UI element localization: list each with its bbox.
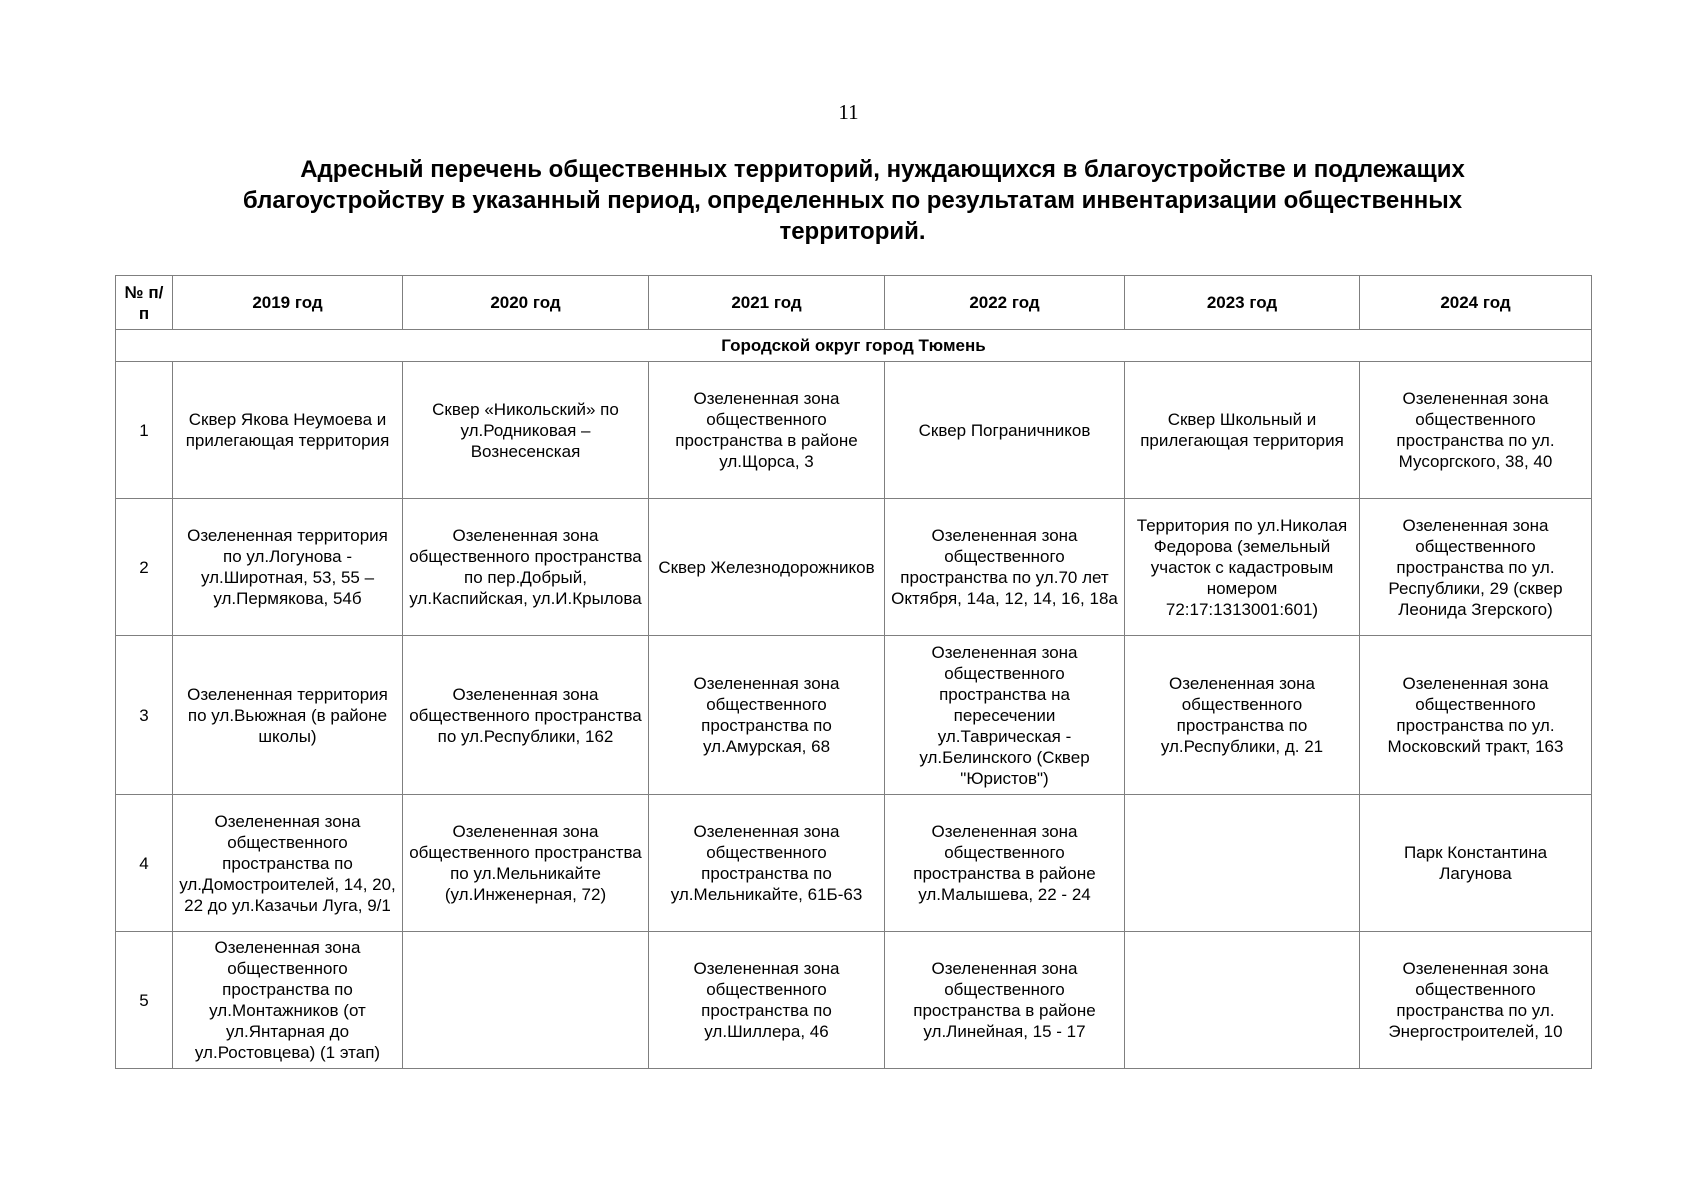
- row-number: 4: [116, 795, 173, 932]
- table-cell: Озелененная зона общественного пространства по ул.Мельникайте, 61Б-63: [649, 795, 885, 932]
- header-number: № п/п: [116, 276, 173, 330]
- row-number: 3: [116, 636, 173, 795]
- header-2023: 2023 год: [1125, 276, 1360, 330]
- header-2024: 2024 год: [1360, 276, 1592, 330]
- table-cell: Озелененная зона общественного пространства по ул.Амурская, 68: [649, 636, 885, 795]
- table-cell: Озелененная зона общественного пространства по ул.70 лет Октября, 14а, 12, 14, 16, 18а: [885, 499, 1125, 636]
- table-cell: Озелененная зона общественного пространства по пер.Добрый, ул.Каспийская, ул.И.Крылова: [403, 499, 649, 636]
- table-cell: Озелененная зона общественного пространства по ул.Мельникайте (ул.Инженерная, 72): [403, 795, 649, 932]
- table-cell: [1125, 932, 1360, 1069]
- table-cell: Озелененная зона общественного пространства по ул. Республики, 29 (сквер Леонида Згерского): [1360, 499, 1592, 636]
- table-row: [116, 636, 1592, 795]
- header-2021: 2021 год: [649, 276, 885, 330]
- row-number: 2: [116, 499, 173, 636]
- table-cell: Озелененная зона общественного пространства на пересечении ул.Таврическая - ул.Белинского (Сквер "Юристов"): [885, 636, 1125, 795]
- table-cell: Сквер Школьный и прилегающая территория: [1125, 362, 1360, 499]
- table-row: [116, 932, 1592, 1069]
- header-row: [116, 276, 1592, 330]
- table-cell: Озелененная зона общественного пространства в районе ул.Щорса, 3: [649, 362, 885, 499]
- table-row: [116, 362, 1592, 499]
- table-cell: Озелененная зона общественного пространства по ул.Республики, д. 21: [1125, 636, 1360, 795]
- table-cell: Озелененная территория по ул.Вьюжная (в районе школы): [173, 636, 403, 795]
- table-cell: [1125, 795, 1360, 932]
- territories-table: [115, 275, 1592, 1069]
- table-cell: Озелененная зона общественного пространства по ул.Шиллера, 46: [649, 932, 885, 1069]
- section-row: [116, 330, 1592, 362]
- table-cell: Территория по ул.Николая Федорова (земельный участок с кадастровым номером 72:17:1313001:601): [1125, 499, 1360, 636]
- table-cell: Озелененная зона общественного пространства по ул.Монтажников (от ул.Янтарная до ул.Ростовцева) (1 этап): [173, 932, 403, 1069]
- table-cell: Озелененная зона общественного пространства в районе ул.Малышева, 22 - 24: [885, 795, 1125, 932]
- header-2019: 2019 год: [173, 276, 403, 330]
- title-line-1: Адресный перечень общественных территорий, нуждающихся в благоустройстве и подлежащих: [300, 156, 1465, 183]
- row-number: 1: [116, 362, 173, 499]
- table-cell: Озелененная зона общественного пространства в районе ул.Линейная, 15 - 17: [885, 932, 1125, 1069]
- table-cell: Сквер «Никольский» по ул.Родниковая – Вознесенская: [403, 362, 649, 499]
- table-cell: Сквер Железнодорожников: [649, 499, 885, 636]
- title-line-3: территорий.: [779, 218, 926, 245]
- title-line-2: благоустройству в указанный период, определенных по результатам инвентаризации общественных: [242, 187, 1463, 214]
- table-row: [116, 795, 1592, 932]
- page-number: 11: [838, 100, 859, 124]
- table-cell: Озелененная зона общественного пространства по ул.Домостроителей, 14, 20, 22 до ул.Казачьи Луга, 9/1: [173, 795, 403, 932]
- table-cell: Сквер Пограничников: [885, 362, 1125, 499]
- header-2020: 2020 год: [403, 276, 649, 330]
- section-title: Городской округ город Тюмень: [116, 330, 1592, 362]
- table-cell: Озелененная зона общественного пространства по ул.Республики, 162: [403, 636, 649, 795]
- row-number: 5: [116, 932, 173, 1069]
- table-cell: Озелененная территория по ул.Логунова - ул.Широтная, 53, 55 – ул.Пермякова, 54б: [173, 499, 403, 636]
- table-cell: Сквер Якова Неумоева и прилегающая территория: [173, 362, 403, 499]
- table-cell: Озелененная зона общественного пространства по ул. Мусоргского, 38, 40: [1360, 362, 1592, 499]
- table-cell: Парк Константина Лагунова: [1360, 795, 1592, 932]
- table-cell: Озелененная зона общественного пространства по ул. Московский тракт, 163: [1360, 636, 1592, 795]
- table-cell: [403, 932, 649, 1069]
- table-row: [116, 499, 1592, 636]
- document-title: [175, 154, 1530, 247]
- header-2022: 2022 год: [885, 276, 1125, 330]
- table-cell: Озелененная зона общественного пространства по ул. Энергостроителей, 10: [1360, 932, 1592, 1069]
